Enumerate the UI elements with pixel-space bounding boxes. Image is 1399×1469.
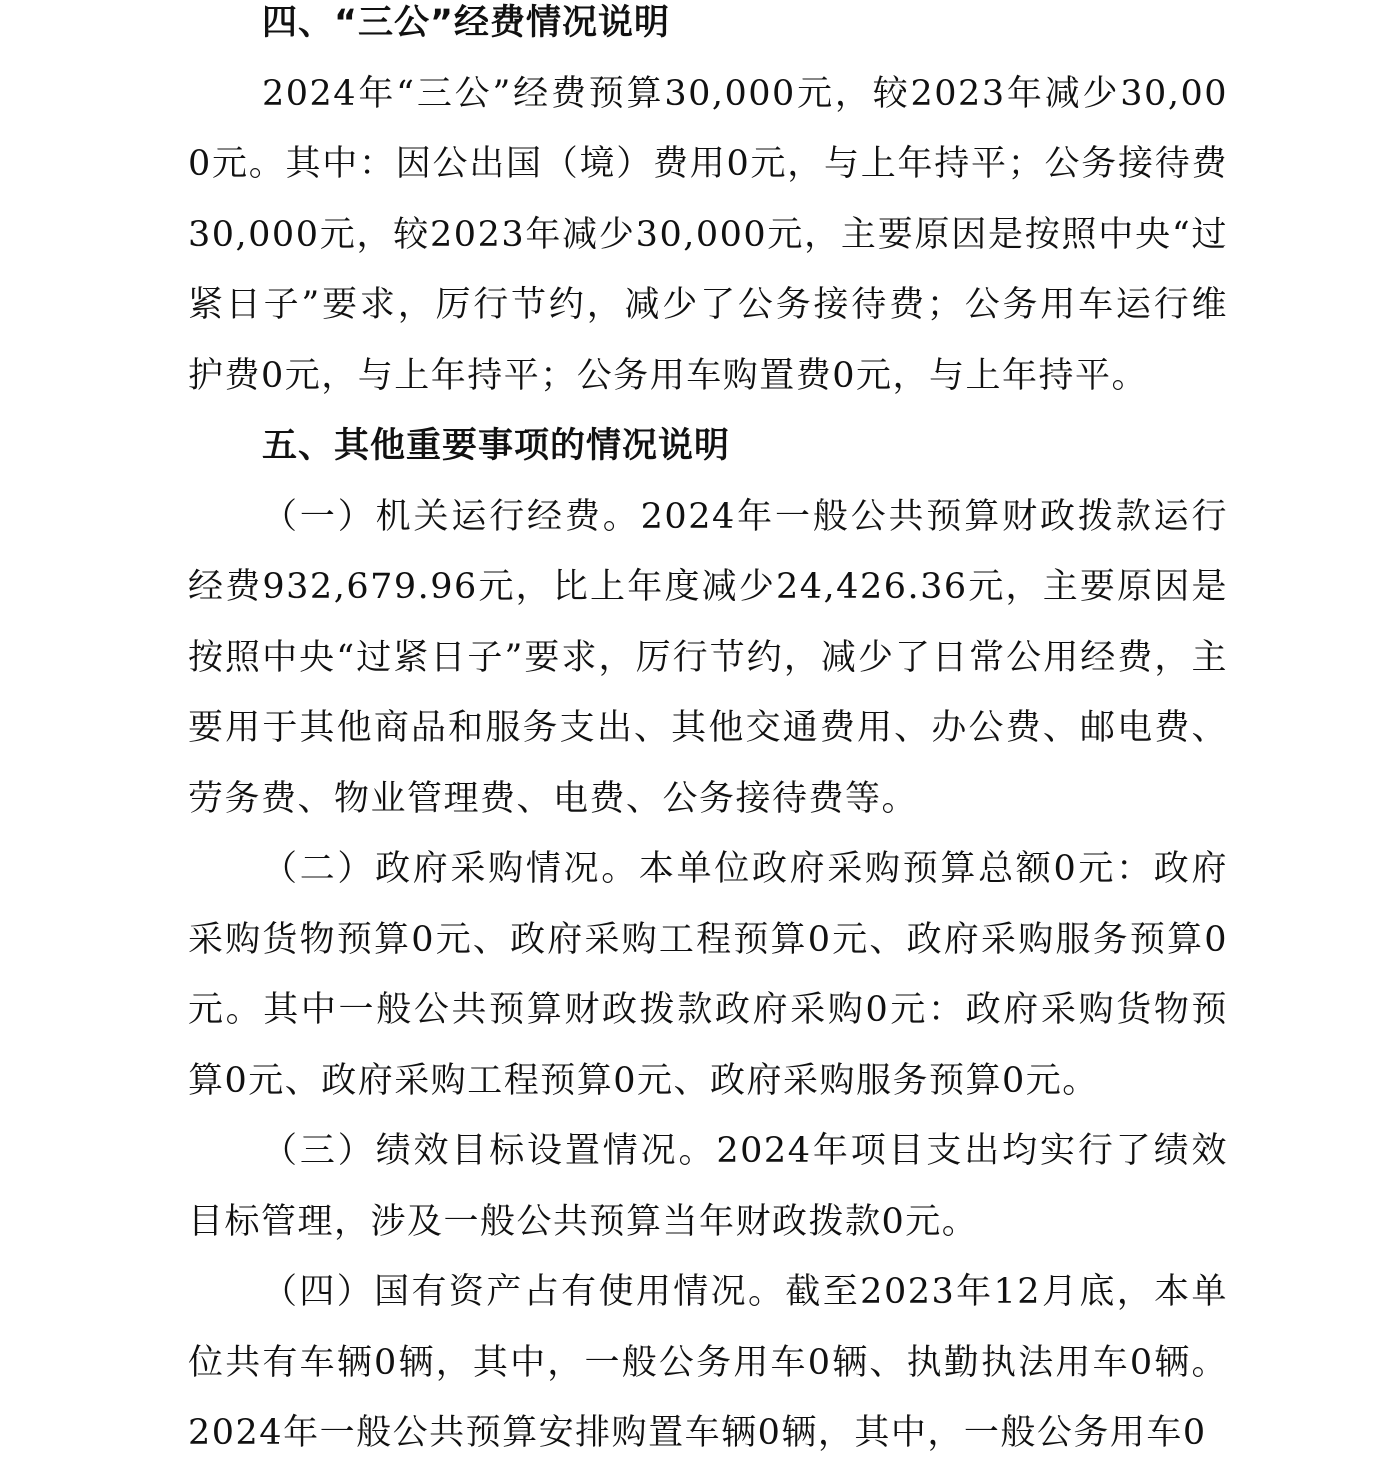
document-page — [188, 0, 1228, 1469]
section-4-heading: 四、“三公”经费情况说明 — [262, 3, 671, 43]
item-3-body: 2024年项目支出均实行了绩效目标管理，涉及一般公共预算当年财政拨款0元。 — [188, 1131, 1228, 1242]
item-1-body: 2024年一般公共预算财政拨款运行经费932,679.96元，比上年度减少24,426.36元，主要原因是按照中央“过紧日子”要求，厉行节约，减少了日常公用经费，主要用于其他商品和服务支出、其他交通费用、办公费、邮电费、劳务费、物业管理费、电费、公务接待费等。 — [188, 496, 1228, 819]
item-4-title: （四）国有资产占有使用情况。 — [262, 1272, 786, 1312]
item-1-title: （一）机关运行经费。 — [262, 496, 641, 537]
section-5-heading: 五、其他重要事项的情况说明 — [262, 426, 731, 466]
section-4-paragraph: 2024年“三公”经费预算30,000元，较2023年减少30,000元。其中：因公出国（境）费用0元，与上年持平；公务接待费30,000元，较2023年减少30,000元，主要原因是按照中央“过紧日子”要求，厉行节约，减少了公务接待费；公务用车运行维护费0元，与上年持平；公务用车购置费0元，与上年持平。 — [188, 73, 1228, 396]
item-2-paragraph — [188, 834, 1228, 1116]
item-3-paragraph — [188, 1116, 1228, 1257]
item-3-title: （三）绩效目标设置情况。 — [262, 1131, 717, 1171]
item-2-title: （二）政府采购情况。 — [262, 849, 639, 889]
item-1-paragraph — [188, 482, 1228, 835]
item-4-paragraph — [188, 1257, 1228, 1469]
item-2-body: 本单位政府采购预算总额0元：政府采购货物预算0元、政府采购工程预算0元、政府采购服务预算0元。其中一般公共预算财政拨款政府采购0元：政府采购货物预算0元、政府采购工程预算0元、政府采购服务预算0元。 — [188, 849, 1228, 1101]
item-4-body: 截至2023年12月底，本单位共有车辆0辆，其中，一般公务用车0辆、执勤执法用车0辆。2024年一般公共预算安排购置车辆0辆，其中，一般公务用车0 — [188, 1272, 1228, 1453]
